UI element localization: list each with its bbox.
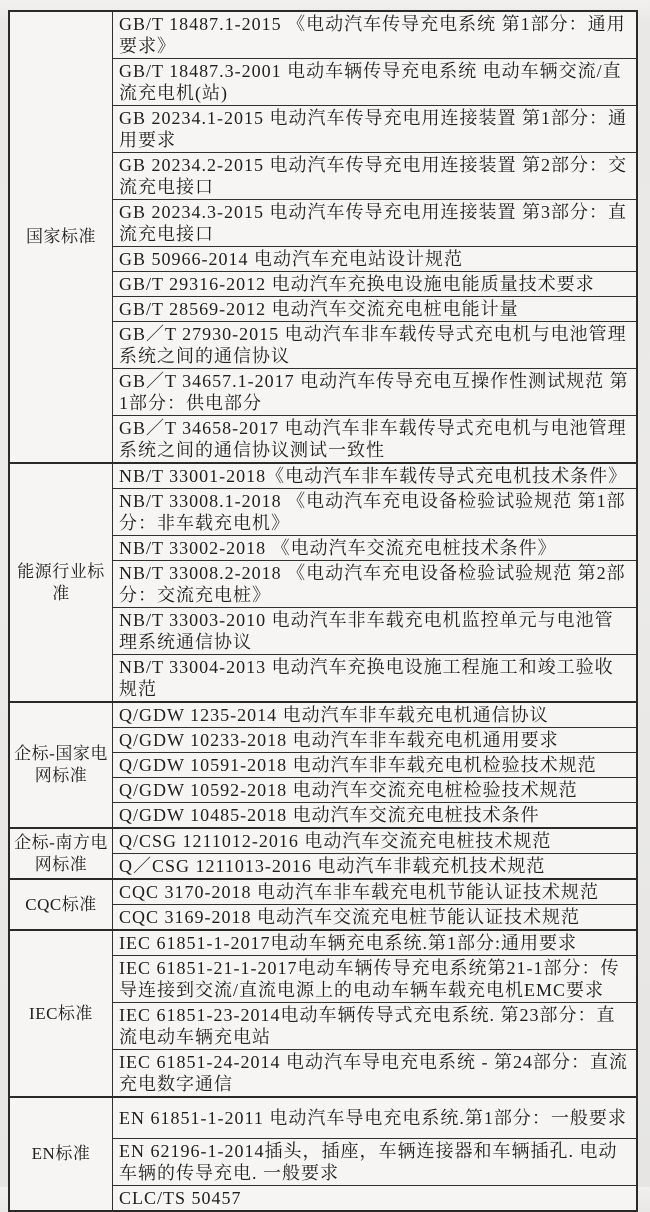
section-sgcc-enterprise-standards — [9, 702, 637, 828]
standard-cell: GB／T 27930-2015 电动汽车非车载传导式充电机与电池管理系统之间的通信协议 — [113, 322, 638, 369]
standard-cell: Q/GDW 10485-2018 电动汽车交流充电桩技术条件 — [113, 803, 638, 829]
standard-cell: Q／CSG 1211013-2016 电动汽车非载充机技术规范 — [113, 854, 638, 880]
table-row — [9, 879, 637, 905]
standard-cell: NB/T 33004-2013 电动汽车充换电设施工程施工和竣工验收规范 — [113, 655, 638, 703]
table-row — [9, 702, 637, 728]
standard-cell: IEC 61851-23-2014电动车辆传导式充电系统. 第23部分：直流电动车辆充电站 — [113, 1003, 638, 1050]
standard-cell: GB／T 34658-2017 电动汽车非车载传导式充电机与电池管理系统之间的通信协议测试一致性 — [113, 416, 638, 464]
standard-cell: CLC/TS 50457 — [113, 1186, 638, 1212]
standards-table — [8, 10, 638, 1212]
category-cell: 企标-南方电网标准 — [9, 828, 113, 879]
standard-cell: IEC 61851-24-2014 电动汽车导电充电系统 - 第24部分：直流充电数字通信 — [113, 1050, 638, 1098]
standard-cell: NB/T 33008.1-2018 《电动汽车充电设备检验试验规范 第1部分：非车载充电机》 — [113, 489, 638, 536]
standard-cell: GB/T 28569-2012 电动汽车交流充电桩电能计量 — [113, 297, 638, 322]
standard-cell: GB 50966-2014 电动汽车充电站设计规范 — [113, 247, 638, 272]
standard-cell: Q/GDW 10591-2018 电动汽车非车载充电机检验技术规范 — [113, 753, 638, 778]
standard-cell: NB/T 33001-2018《电动汽车非车载传导式充电机技术条件》 — [113, 463, 638, 489]
table-row — [9, 930, 637, 956]
category-cell: 企标-国家电网标准 — [9, 702, 113, 828]
section-cqc-standards — [9, 879, 637, 930]
category-cell: CQC标准 — [9, 879, 113, 930]
standard-cell: GB/T 29316-2012 电动汽车充换电设施电能质量技术要求 — [113, 272, 638, 297]
standard-cell: IEC 61851-21-1-2017电动车辆传导充电系统第21-1部分：传导连接到交流/直流电源上的电动车辆车载充电机EMC要求 — [113, 956, 638, 1003]
category-cell: 国家标准 — [9, 11, 113, 463]
standard-cell: CQC 3170-2018 电动汽车非车载充电机节能认证技术规范 — [113, 879, 638, 905]
standard-cell: GB 20234.1-2015 电动汽车传导充电用连接装置 第1部分：通用要求 — [113, 106, 638, 153]
standard-cell: GB/T 18487.3-2001 电动车辆传导充电系统 电动车辆交流/直流充电机(站) — [113, 59, 638, 106]
table-row — [9, 11, 637, 59]
category-cell: EN标准 — [9, 1097, 113, 1211]
standard-cell: EN 61851-1-2011 电动汽车导电充电系统.第1部分：一般要求 — [113, 1097, 638, 1139]
section-iec-standards — [9, 930, 637, 1097]
standard-cell: Q/CSG 1211012-2016 电动汽车交流充电桩技术规范 — [113, 828, 638, 854]
standard-cell: EN 62196-1-2014插头，插座，车辆连接器和车辆插孔. 电动车辆的传导充电. 一般要求 — [113, 1139, 638, 1186]
standard-cell: GB/T 18487.1-2015 《电动汽车传导充电系统 第1部分：通用要求》 — [113, 11, 638, 59]
standard-cell: Q/GDW 10233-2018 电动汽车非车载充电机通用要求 — [113, 728, 638, 753]
section-national-standards — [9, 11, 637, 463]
table-row — [9, 828, 637, 854]
standard-cell: GB 20234.2-2015 电动汽车传导充电用连接装置 第2部分：交流充电接口 — [113, 153, 638, 200]
standard-cell: GB／T 34657.1-2017 电动汽车传导充电互操作性测试规范 第1部分：供电部分 — [113, 369, 638, 416]
category-cell: IEC标准 — [9, 930, 113, 1097]
standard-cell: NB/T 33002-2018 《电动汽车交流充电桩技术条件》 — [113, 536, 638, 561]
standard-cell: GB 20234.3-2015 电动汽车传导充电用连接装置 第3部分：直流充电接口 — [113, 200, 638, 247]
standard-cell: IEC 61851-1-2017电动车辆充电系统.第1部分:通用要求 — [113, 930, 638, 956]
standard-cell: CQC 3169-2018 电动汽车交流充电桩节能认证技术规范 — [113, 905, 638, 931]
section-energy-industry-standards — [9, 463, 637, 702]
standard-cell: Q/GDW 10592-2018 电动汽车交流充电桩检验技术规范 — [113, 778, 638, 803]
category-cell: 能源行业标准 — [9, 463, 113, 702]
section-en-standards — [9, 1097, 637, 1211]
standard-cell: NB/T 33008.2-2018 《电动汽车充电设备检验试验规范 第2部分：交流充电桩》 — [113, 561, 638, 608]
table-row — [9, 1097, 637, 1139]
section-csg-enterprise-standards — [9, 828, 637, 879]
table-row — [9, 463, 637, 489]
standard-cell: Q/GDW 1235-2014 电动汽车非车载充电机通信协议 — [113, 702, 638, 728]
standard-cell: NB/T 33003-2010 电动汽车非车载充电机监控单元与电池管理系统通信协议 — [113, 608, 638, 655]
